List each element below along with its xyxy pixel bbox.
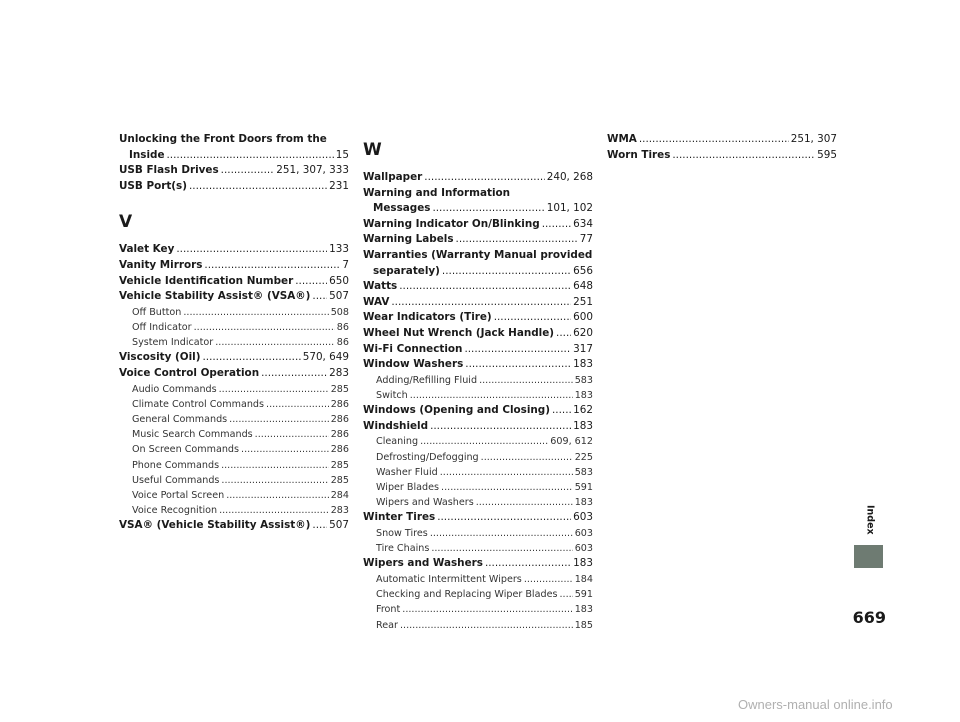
- index-subentry[interactable]: [363, 618, 593, 633]
- index-subentry[interactable]: [363, 388, 593, 403]
- entry-title: Windshield: [363, 419, 429, 432]
- page-reference: 133: [329, 243, 349, 256]
- entry-title: Warning Labels: [363, 233, 454, 246]
- page-reference: 225: [574, 451, 593, 463]
- index-entry-heading: Unlocking the Front Doors from the: [119, 133, 327, 145]
- page-reference: 285: [330, 459, 349, 471]
- index-entry[interactable]: [363, 556, 593, 572]
- index-entry[interactable]: [607, 132, 837, 148]
- page-reference: 286: [330, 398, 349, 410]
- index-entry[interactable]: [119, 274, 349, 290]
- dot-leader: [312, 518, 327, 534]
- entry-title: USB Flash Drives: [119, 164, 219, 177]
- entry-title: Vehicle Stability Assist® (VSA®): [119, 290, 311, 303]
- index-entry[interactable]: [119, 350, 349, 366]
- page-reference: 634: [573, 217, 593, 230]
- entry-title: Voice Recognition: [132, 505, 218, 517]
- dot-leader: [400, 618, 573, 633]
- page-reference: 77: [579, 233, 593, 246]
- dot-leader: [441, 480, 573, 495]
- page-reference: 583: [574, 374, 593, 386]
- index-subentry[interactable]: [119, 397, 349, 412]
- dot-leader: [176, 242, 327, 258]
- index-entry[interactable]: [363, 217, 593, 233]
- entry-title: Voice Control Operation: [119, 366, 260, 379]
- dot-leader: [479, 373, 573, 388]
- index-subentry[interactable]: [363, 526, 593, 541]
- page-reference: 507: [329, 519, 349, 532]
- index-entry[interactable]: [363, 295, 593, 311]
- index-entries-w-continued: [607, 132, 837, 163]
- entry-title: Wear Indicators (Tire): [363, 311, 492, 324]
- dot-leader: [672, 148, 815, 164]
- dot-leader: [485, 556, 571, 572]
- index-subentry[interactable]: [119, 442, 349, 457]
- entry-title: WAV: [363, 295, 390, 308]
- index-entry[interactable]: [363, 403, 593, 419]
- index-sidebar: [854, 0, 883, 568]
- index-tab-marker: [854, 545, 883, 568]
- index-subentry[interactable]: [363, 450, 593, 465]
- index-subentry[interactable]: [363, 373, 593, 388]
- dot-leader: [639, 132, 789, 148]
- entry-title: Inside: [129, 148, 165, 161]
- dot-leader: [465, 357, 571, 373]
- dot-leader: [437, 510, 571, 526]
- page-reference: 15: [335, 148, 349, 161]
- dot-leader: [559, 587, 572, 602]
- page-reference: 656: [573, 264, 593, 277]
- page-reference: 591: [574, 481, 593, 493]
- entry-title: Wheel Nut Wrench (Jack Handle): [363, 326, 555, 339]
- index-subentry[interactable]: [363, 541, 593, 556]
- page-reference: 507: [329, 290, 349, 303]
- page-reference: 251: [573, 295, 593, 308]
- page-reference: 183: [574, 497, 593, 509]
- page-reference: 183: [573, 358, 593, 371]
- page-reference: 609, 612: [550, 436, 593, 448]
- entry-title: Wipers and Washers: [363, 557, 483, 570]
- index-subentry[interactable]: [363, 572, 593, 587]
- entry-title: Messages: [373, 202, 431, 215]
- dot-leader: [167, 148, 334, 164]
- index-subentry[interactable]: [119, 427, 349, 442]
- index-entry[interactable]: [119, 179, 349, 195]
- entry-title: Switch: [376, 389, 408, 401]
- entry-title: Adding/Refilling Fluid: [376, 374, 478, 386]
- dot-leader: [430, 526, 573, 541]
- entry-title: Automatic Intermittent Wipers: [376, 573, 522, 585]
- entry-title: Defrosting/Defogging: [376, 451, 479, 463]
- entry-title: WMA: [607, 133, 637, 145]
- index-subentry[interactable]: [119, 503, 349, 518]
- entry-title: Voice Portal Screen: [132, 489, 225, 501]
- page-reference: 286: [330, 429, 349, 441]
- index-subentry[interactable]: [119, 458, 349, 473]
- page-reference: 583: [574, 466, 593, 478]
- index-entry[interactable]: [363, 510, 593, 526]
- entry-title: Vanity Mirrors: [119, 258, 203, 271]
- dot-leader: [202, 350, 300, 366]
- index-entry[interactable]: [119, 366, 349, 382]
- index-subentry[interactable]: [363, 434, 593, 449]
- entry-title: Wiper Blades: [376, 481, 440, 493]
- index-entry[interactable]: [363, 419, 593, 435]
- page-reference: 286: [330, 413, 349, 425]
- page-reference: 101, 102: [546, 202, 593, 215]
- dot-leader: [431, 541, 572, 556]
- index-subentry[interactable]: [119, 412, 349, 427]
- dot-leader: [241, 442, 329, 457]
- entry-title: Window Washers: [363, 358, 464, 371]
- index-entry[interactable]: [119, 258, 349, 274]
- section-label: Index: [864, 505, 876, 535]
- index-entry[interactable]: [363, 264, 593, 280]
- page-reference: 251, 307, 333: [276, 164, 349, 177]
- index-entry[interactable]: [363, 342, 593, 358]
- index-entry[interactable]: [363, 279, 593, 295]
- dot-leader: [266, 397, 329, 412]
- index-entry[interactable]: [363, 310, 593, 326]
- dot-leader: [219, 503, 329, 518]
- index-column-1: [119, 132, 349, 534]
- entry-title: Front: [376, 604, 401, 616]
- index-entry[interactable]: [119, 242, 349, 258]
- page-number: 669: [852, 608, 886, 627]
- page-reference: 183: [573, 419, 593, 432]
- index-column-2: [363, 140, 593, 633]
- entry-title: Wallpaper: [363, 171, 423, 183]
- entry-title: Rear: [376, 619, 398, 631]
- page-reference: 508: [330, 306, 349, 318]
- entry-title: USB Port(s): [119, 179, 187, 192]
- entry-title: General Commands: [132, 413, 228, 425]
- page-reference: 283: [329, 366, 349, 379]
- dot-leader: [464, 342, 571, 358]
- entry-title: Vehicle Identification Number: [119, 274, 294, 287]
- page-reference: 284: [330, 489, 349, 501]
- entry-title: On Screen Commands: [132, 444, 240, 456]
- dot-leader: [481, 450, 573, 465]
- dot-leader: [440, 465, 573, 480]
- entry-title: Tire Chains: [376, 543, 430, 555]
- dot-leader: [221, 163, 275, 179]
- index-entries-u: [119, 132, 349, 194]
- dot-leader: [402, 602, 572, 617]
- entry-title: Snow Tires: [376, 527, 428, 539]
- index-subentry[interactable]: [119, 335, 349, 350]
- page-reference: 603: [573, 511, 593, 524]
- entry-title: Wipers and Washers: [376, 497, 474, 509]
- entry-title: Worn Tires: [607, 148, 671, 161]
- dot-leader: [229, 412, 329, 427]
- entry-title: Watts: [363, 280, 398, 293]
- dot-leader: [261, 366, 327, 382]
- entry-title: Useful Commands: [132, 474, 220, 486]
- dot-leader: [556, 326, 571, 342]
- dot-leader: [542, 217, 571, 233]
- page-reference: 162: [573, 404, 593, 417]
- page-reference: 183: [574, 604, 593, 616]
- entry-title: Washer Fluid: [376, 466, 438, 478]
- dot-leader: [295, 274, 327, 290]
- entry-title: System Indicator: [132, 337, 214, 349]
- index-entry[interactable]: [119, 148, 349, 164]
- dot-leader: [391, 295, 571, 311]
- page-reference: 231: [329, 179, 349, 192]
- page-reference: 86: [336, 337, 349, 349]
- page-reference: 317: [573, 342, 593, 355]
- index-entry[interactable]: [363, 326, 593, 342]
- index-subentry[interactable]: [363, 602, 593, 617]
- entry-title: Viscosity (Oil): [119, 351, 201, 364]
- dot-leader: [432, 201, 544, 217]
- entry-title: Warning Indicator On/Blinking: [363, 217, 540, 230]
- index-entries-w: [363, 170, 593, 633]
- index-subentry[interactable]: [119, 473, 349, 488]
- page-reference: 7: [342, 258, 349, 271]
- page-reference: 570, 649: [302, 351, 349, 364]
- index-entry[interactable]: [363, 232, 593, 248]
- dot-leader: [420, 434, 548, 449]
- index-entry[interactable]: [363, 357, 593, 373]
- index-subentry[interactable]: [363, 587, 593, 602]
- entry-title: Off Indicator: [132, 321, 192, 333]
- page-reference: 183: [573, 557, 593, 570]
- dot-leader: [456, 232, 578, 248]
- entry-title: Windows (Opening and Closing): [363, 404, 550, 417]
- page-reference: 185: [574, 619, 593, 631]
- index-entry[interactable]: [363, 201, 593, 217]
- page-reference: 591: [574, 589, 593, 601]
- entry-title: separately): [373, 264, 440, 277]
- dot-leader: [476, 495, 573, 510]
- page-reference: 184: [574, 573, 593, 585]
- dot-leader: [183, 305, 328, 320]
- entry-title: Climate Control Commands: [132, 398, 265, 410]
- index-entry-heading: Warranties (Warranty Manual provided: [363, 248, 593, 261]
- entry-title: Off Button: [132, 306, 182, 318]
- page-reference: 285: [330, 383, 349, 395]
- index-entry[interactable]: [119, 518, 349, 534]
- dot-leader: [410, 388, 573, 403]
- page-reference: 620: [573, 326, 593, 339]
- entry-title: Winter Tires: [363, 511, 436, 524]
- index-subentry[interactable]: [119, 382, 349, 397]
- entry-title: Valet Key: [119, 243, 175, 256]
- entry-title: Music Search Commands: [132, 429, 253, 441]
- page-reference: 595: [817, 148, 837, 161]
- page-reference: 600: [573, 311, 593, 324]
- index-subentry[interactable]: [363, 480, 593, 495]
- page-reference: 286: [330, 444, 349, 456]
- watermark: Owners-manual online.info: [738, 697, 893, 712]
- page-reference: 86: [336, 321, 349, 333]
- dot-leader: [221, 458, 329, 473]
- dot-leader: [312, 289, 327, 305]
- section-letter-v: V: [119, 212, 133, 233]
- dot-leader: [255, 427, 329, 442]
- page-reference: 283: [330, 505, 349, 517]
- index-entry[interactable]: [119, 289, 349, 305]
- dot-leader: [204, 258, 340, 274]
- dot-leader: [494, 310, 571, 326]
- index-subentry[interactable]: [119, 488, 349, 503]
- index-column-3: [607, 132, 837, 163]
- dot-leader: [552, 403, 571, 419]
- section-letter-w: W: [363, 140, 382, 160]
- entry-title: Checking and Replacing Wiper Blades: [376, 589, 558, 601]
- entry-title: Wi-Fi Connection: [363, 342, 463, 355]
- page-reference: 603: [574, 527, 593, 539]
- page-reference: 285: [330, 474, 349, 486]
- dot-leader: [430, 419, 571, 435]
- dot-leader: [399, 279, 571, 295]
- dot-leader: [524, 572, 573, 587]
- index-subentry[interactable]: [363, 495, 593, 510]
- page-reference: 603: [574, 543, 593, 555]
- entry-title: Cleaning: [376, 436, 419, 448]
- entry-title: Phone Commands: [132, 459, 220, 471]
- dot-leader: [189, 179, 327, 195]
- page-reference: 251, 307: [790, 133, 837, 145]
- dot-leader: [424, 170, 544, 186]
- entry-title: Audio Commands: [132, 383, 217, 395]
- index-entries-v: [119, 242, 349, 534]
- dot-leader: [194, 320, 335, 335]
- index-entry[interactable]: [607, 148, 837, 164]
- entry-title: VSA® (Vehicle Stability Assist®): [119, 519, 311, 532]
- index-subentry[interactable]: [119, 305, 349, 320]
- page-reference: 648: [573, 280, 593, 293]
- dot-leader: [219, 382, 329, 397]
- index-subentry[interactable]: [119, 320, 349, 335]
- dot-leader: [226, 488, 329, 503]
- dot-leader: [442, 264, 571, 280]
- page-reference: 240, 268: [546, 171, 593, 183]
- index-subentry[interactable]: [363, 465, 593, 480]
- dot-leader: [215, 335, 335, 350]
- index-entry[interactable]: [363, 170, 593, 186]
- page-reference: 183: [574, 389, 593, 401]
- dot-leader: [221, 473, 328, 488]
- page-reference: 650: [329, 274, 349, 287]
- index-entry-heading: Warning and Information: [363, 186, 511, 199]
- index-entry[interactable]: [119, 163, 349, 179]
